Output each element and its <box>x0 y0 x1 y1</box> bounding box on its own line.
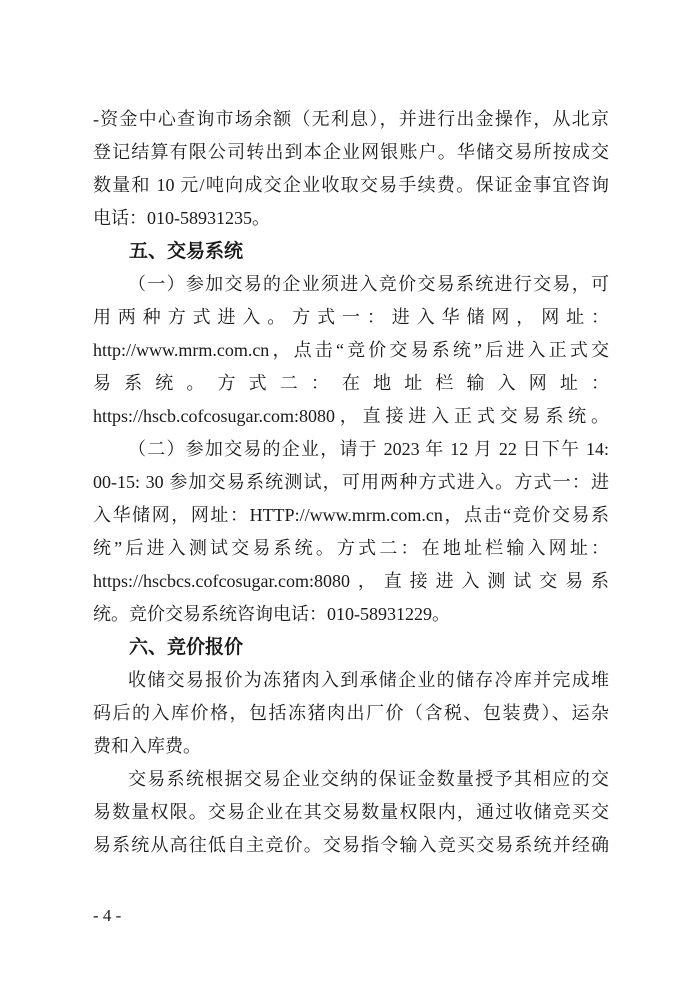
text-line: 易系统。方式二：在地址栏输入网址： <box>93 373 609 393</box>
text-line: https://hscbcs.cofcosugar.com:8080，直接进入测试交易系 <box>93 571 609 591</box>
section-heading: 五、交易系统 <box>129 241 244 262</box>
doc-body <box>93 103 609 862</box>
text-line: 费和入库费。 <box>93 736 201 756</box>
text-line: 易系统从高往低自主竞价。交易指令输入竞买交易系统并经确 <box>93 835 609 855</box>
text-line: -资金中心查询市场余额（无利息），并进行出金操作，从北京 <box>93 109 609 129</box>
section-heading: 六、竞价报价 <box>129 637 244 658</box>
text-line: 入华储网，网址：HTTP://www.mrm.com.cn，点击“竞价交易系 <box>93 505 609 525</box>
text-line: 统”后进入测试交易系统。方式二：在地址栏输入网址： <box>93 538 609 558</box>
text-line: （一）参加交易的企业须进入竞价交易系统进行交易，可 <box>128 274 609 294</box>
text-line: 登记结算有限公司转出到本企业网银账户。华储交易所按成交 <box>93 142 609 162</box>
text-line: https://hscb.cofcosugar.com:8080，直接进入正式交易系统。 <box>93 406 609 426</box>
text-line: 码后的入库价格，包括冻猪肉出厂价（含税、包装费）、运杂 <box>93 703 609 723</box>
text-line: 用两种方式进入。方式一：进入华储网，网址： <box>93 307 609 327</box>
text-line: 00-15: 30 参加交易系统测试，可用两种方式进入。方式一：进 <box>93 472 609 492</box>
text-line: 易数量权限。交易企业在其交易数量权限内，通过收储竞买交 <box>93 802 609 822</box>
text-line: 数量和 10 元/吨向成交企业收取交易手续费。保证金事宜咨询 <box>93 175 609 195</box>
text-line: 收储交易报价为冻猪肉入到承储企业的储存冷库并完成堆 <box>128 670 609 690</box>
page-number: - 4 - <box>93 906 122 925</box>
text-line: （二）参加交易的企业，请于 2023 年 12 月 22 日下午 14: <box>128 439 609 459</box>
text-line: http://www.mrm.com.cn，点击“竞价交易系统”后进入正式交 <box>93 340 609 360</box>
text-line: 电话：010-58931235。 <box>93 208 270 228</box>
text-line: 统。竞价交易系统咨询电话：010-58931229。 <box>93 604 450 624</box>
text-line: 交易系统根据交易企业交纳的保证金数量授予其相应的交 <box>128 769 609 789</box>
